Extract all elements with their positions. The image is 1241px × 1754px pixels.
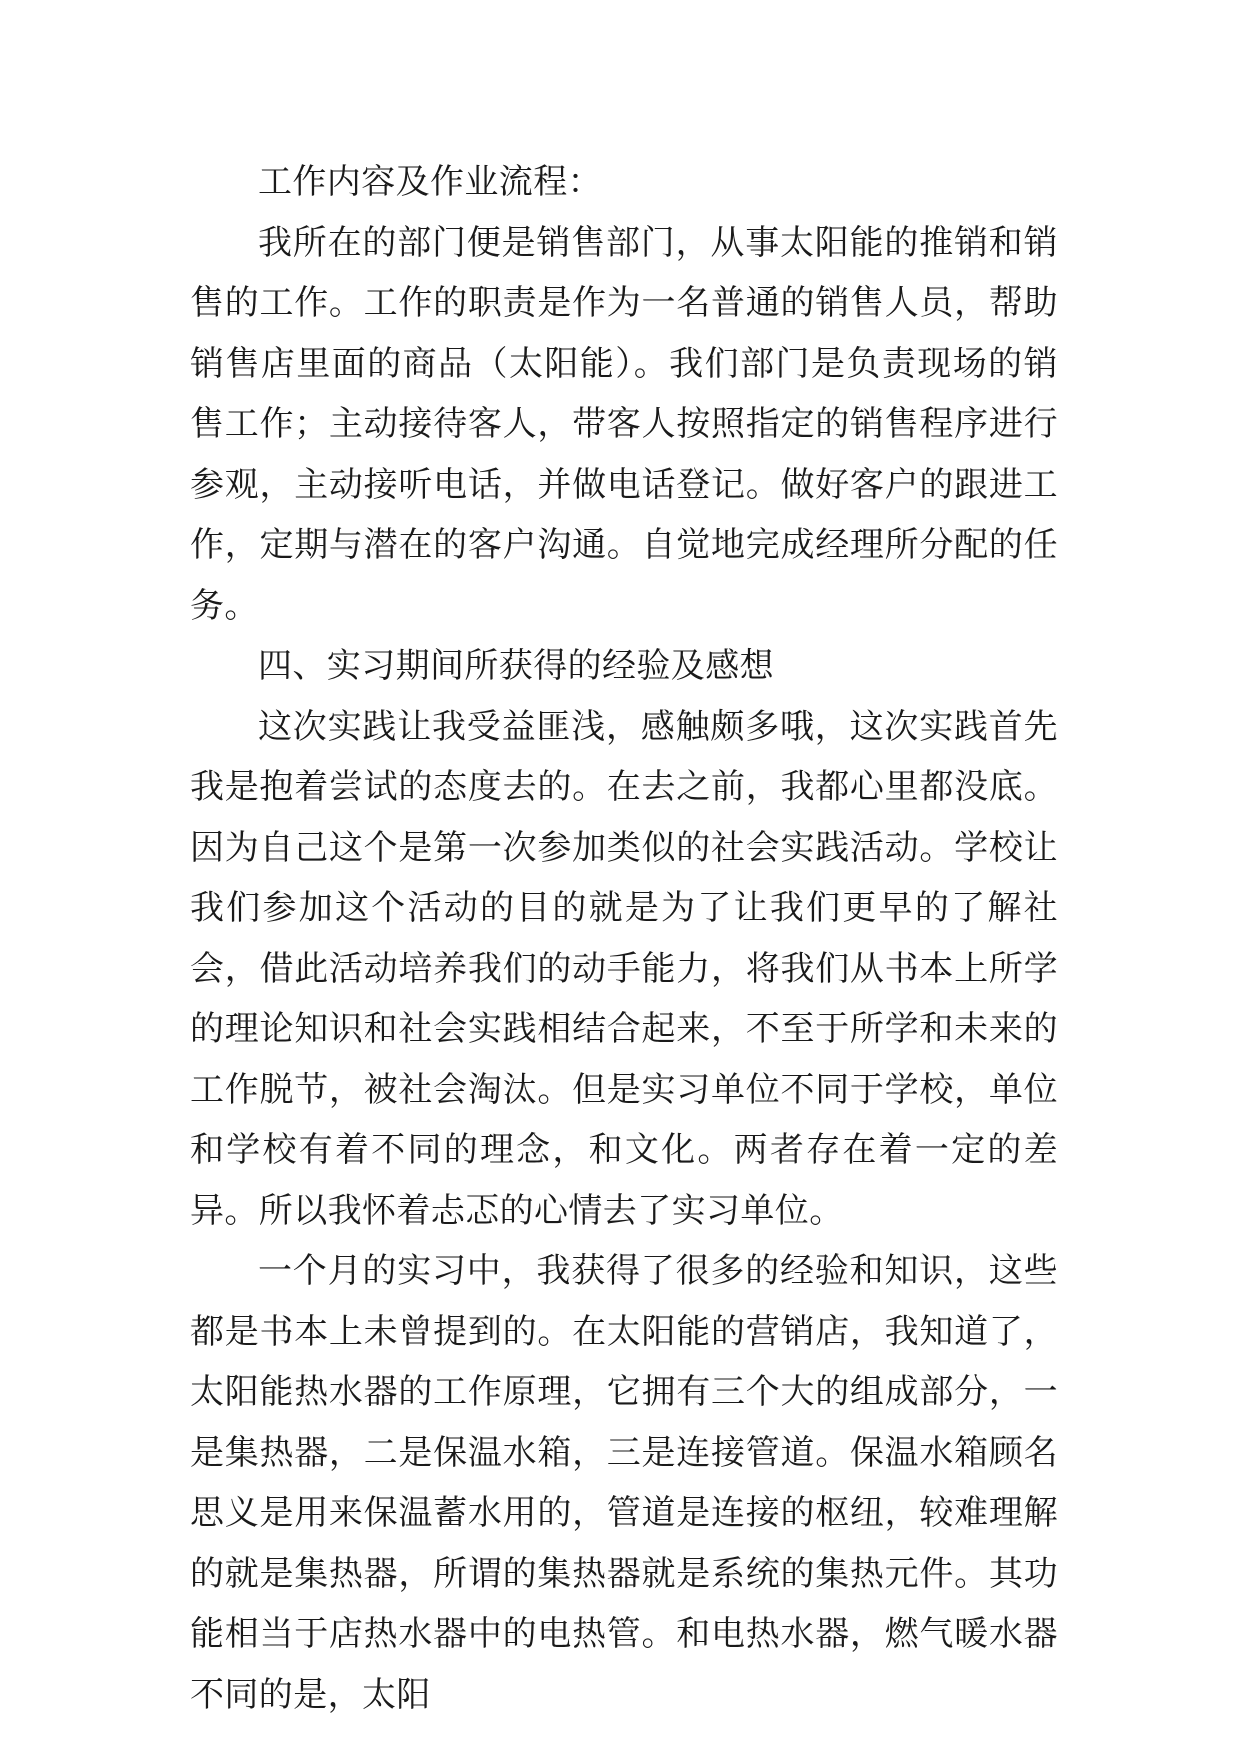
body-text (190, 152, 1058, 1725)
paragraph-practice-reflection: 这次实践让我受益匪浅，感触颇多哦，这次实践首先我是抱着尝试的态度去的。在去之前，我都心里都没底。因为自己这个是第一次参加类似的社会实践活动。学校让我们参加这个活动的目的就是为了让我们更早的了解社会，借此活动培养我们的动手能力，将我们从书本上所学的理论知识和社会实践相结合起来，不至于所学和未来的工作脱节，被社会淘汰。但是实习单位不同于学校，单位和学校有着不同的理念，和文化。两者存在着一定的差异。所以我怀着忐忑的心情去了实习单位。 (190, 706, 1058, 1231)
section-heading-experience: 四、实习期间所获得的经验及感想 (258, 646, 774, 686)
section-heading-work-process: 工作内容及作业流程： (258, 162, 602, 202)
paragraph-department-duties: 我所在的部门便是销售部门，从事太阳能的推销和销售的工作。工作的职责是作为一名普通的销售人员，帮助销售店里面的商品（太阳能）。我们部门是负责现场的销售工作；主动接待客人，带客人按照指定的销售程序进行参观，主动接听电话，并做电话登记。做好客户的跟进工作，定期与潜在的客户沟通。自觉地完成经理所分配的任务。 (190, 222, 1058, 626)
paragraph-solar-knowledge: 一个月的实习中，我获得了很多的经验和知识，这些都是书本上未曾提到的。在太阳能的营销店，我知道了，太阳能热水器的工作原理，它拥有三个大的组成部分，一是集热器，二是保温水箱，三是连接管道。保温水箱顾名思义是用来保温蓄水用的，管道是连接的枢纽，较难理解的就是集热器，所谓的集热器就是系统的集热元件。其功能相当于店热水器中的电热管。和电热水器，燃气暖水器不同的是，太阳 (190, 1251, 1058, 1715)
